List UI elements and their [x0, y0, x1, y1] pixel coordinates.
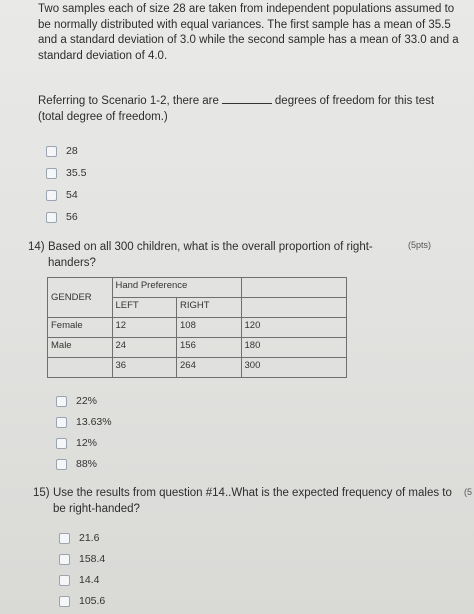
option-label: 158.4 — [79, 553, 106, 565]
radio-button[interactable] — [59, 533, 70, 544]
table-row — [48, 338, 347, 358]
radio-button[interactable] — [56, 459, 67, 470]
radio-button[interactable] — [56, 438, 67, 449]
total-value: 120 — [241, 318, 347, 338]
radio-button[interactable] — [46, 212, 57, 223]
table-row — [48, 358, 347, 378]
total-value: 180 — [241, 338, 347, 358]
answer-blank — [222, 102, 272, 104]
row-label: Male — [48, 338, 113, 358]
radio-button[interactable] — [46, 168, 57, 179]
option-label: 13.63% — [76, 416, 112, 428]
radio-button[interactable] — [56, 417, 67, 428]
hand-preference-table — [47, 277, 347, 378]
q15-option-1[interactable] — [59, 532, 99, 544]
q15-option-4[interactable] — [59, 595, 105, 607]
q13-option-2[interactable] — [46, 167, 86, 179]
left-value: 36 — [112, 358, 177, 378]
q14-option-3[interactable] — [56, 437, 97, 449]
empty-cell — [241, 298, 347, 318]
right-value: 156 — [177, 338, 242, 358]
q13-prompt-end: degrees of freedom for this test — [274, 95, 435, 107]
q15-points: (5 — [464, 487, 473, 497]
q14-points: (5pts) — [408, 240, 432, 250]
q13-option-3[interactable] — [46, 189, 78, 201]
q15-option-3[interactable] — [59, 574, 99, 586]
option-label: 12% — [76, 437, 98, 449]
q13-prompt-start: Referring to Scenario 1-2, there are — [38, 95, 219, 107]
left-value: 12 — [112, 318, 177, 338]
left-column-header: LEFT — [112, 298, 177, 318]
q15-number: 15) — [33, 487, 50, 499]
option-label: 35.5 — [66, 167, 87, 179]
option-label: 105.6 — [79, 595, 106, 607]
total-value: 300 — [241, 358, 347, 378]
q14-option-2[interactable] — [56, 416, 112, 428]
table-header-row — [48, 278, 347, 298]
option-label: 14.4 — [79, 574, 100, 586]
radio-button[interactable] — [56, 396, 67, 407]
left-value: 24 — [112, 338, 177, 358]
right-value: 264 — [177, 358, 242, 378]
radio-button[interactable] — [59, 575, 70, 586]
q14-option-1[interactable] — [56, 395, 97, 407]
hand-preference-header: Hand Preference — [112, 278, 241, 298]
empty-cell — [241, 278, 347, 298]
option-label: 21.6 — [79, 532, 100, 544]
right-value: 108 — [177, 318, 242, 338]
table-row — [48, 318, 347, 338]
option-label: 88% — [76, 458, 98, 470]
right-column-header: RIGHT — [177, 298, 242, 318]
radio-button[interactable] — [46, 146, 57, 157]
row-label: Female — [48, 318, 113, 338]
q15-question-text: Use the results from question #14..What is the expected frequency of males to be right-handed? — [53, 487, 452, 515]
q13-option-1[interactable] — [46, 145, 78, 157]
radio-button[interactable] — [46, 190, 57, 201]
option-label: 28 — [66, 145, 78, 157]
q15-option-2[interactable] — [59, 553, 105, 565]
q13-intro: Two samples each of size 28 are taken from independent populations assumed to be normally distributed with equal variances. The first sample has a mean of 35.5 and a standard deviation of 3.0 while the second sample has a mean of 33.0 and a standard deviation of 4.0. — [38, 3, 459, 62]
row-label — [48, 358, 113, 378]
radio-button[interactable] — [59, 596, 70, 607]
q14-question-text: Based on all 300 children, what is the overall proportion of right-handers? — [48, 241, 373, 269]
q13-option-4[interactable] — [46, 211, 78, 223]
q14-number: 14) — [28, 241, 45, 253]
gender-header: GENDER — [48, 278, 113, 318]
option-label: 54 — [66, 189, 78, 201]
radio-button[interactable] — [59, 554, 70, 565]
option-label: 56 — [66, 211, 78, 223]
q13-prompt-note: (total degree of freedom.) — [38, 110, 168, 123]
option-label: 22% — [76, 395, 98, 407]
q14-option-4[interactable] — [56, 458, 97, 470]
q13-prompt — [38, 94, 468, 125]
